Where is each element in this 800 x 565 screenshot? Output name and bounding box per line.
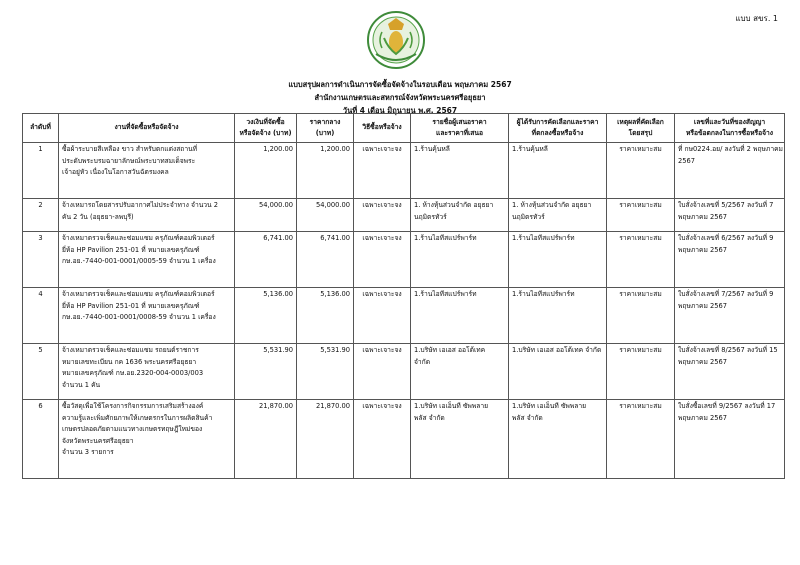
cell-method: เฉพาะเจาะจง — [354, 400, 411, 479]
cell-no: 4 — [23, 288, 59, 344]
cell-contract — [675, 232, 785, 288]
cell-line: 1.ร้านไอทีสแปร์พาร์ท — [512, 290, 575, 298]
cell-method: เฉพาะเจาะจง — [354, 288, 411, 344]
cell-contract — [675, 288, 785, 344]
cell-line: จำนวน 1 คัน — [62, 380, 101, 389]
cell-median: 5,531.90 — [297, 344, 354, 400]
cell-no: 5 — [23, 344, 59, 400]
table-row — [23, 288, 785, 344]
cell-line: ประดับพระบรมฉายาลักษณ์พระบาทสมเด็จพระ — [62, 156, 196, 165]
header-median — [297, 114, 354, 143]
header-item — [59, 114, 235, 143]
header-text: ลำดับที่ — [30, 123, 51, 132]
form-code: แบบ สขร. 1 — [735, 14, 778, 23]
cell-median: 54,000.00 — [297, 199, 354, 232]
cell-line: จำนวน 3 รายการ — [62, 448, 114, 456]
cell-bidders — [411, 344, 509, 400]
cell-winner — [509, 199, 607, 232]
header-no — [23, 114, 59, 143]
cell-line: 1.บริษัท เอเอส ออโต้เทค — [414, 346, 486, 354]
cell-line: พฤษภาคม 2567 — [678, 212, 728, 221]
cell-median: 21,870.00 — [297, 400, 354, 479]
cell-line: 1.ร้านไอทีสแปร์พาร์ท — [414, 290, 477, 298]
cell-line: ซื้อผ้าระบายสีเหลือง ขาว สำหรับตกแต่งสถานที่ — [62, 145, 198, 153]
cell-budget: 6,741.00 — [235, 232, 297, 288]
cell-budget: 21,870.00 — [235, 400, 297, 479]
cell-line: เกษตรปลอดภัยตามแนวทางเกษตรทฤษฎีใหม่ของ — [62, 425, 203, 433]
cell-line: 1. ห้างหุ้นส่วนจำกัด อยุธยา — [512, 201, 592, 209]
cell-line: นฤมิตรทัวร์ — [512, 212, 545, 221]
cell-line: จ้างเหมาตรวจเช็คและซ่อมแซม รถยนต์ราชการ — [62, 346, 199, 354]
cell-budget: 54,000.00 — [235, 199, 297, 232]
header-text: หรือข้อตกลงในการซื้อหรือจ้าง — [685, 129, 774, 137]
cell-budget: 1,200.00 — [235, 143, 297, 199]
header-reason — [607, 114, 675, 143]
cell-line: ใบสั่งจ้างเลขที่ 8/2567 ลงวันที่ 15 — [678, 346, 778, 354]
office-name: สำนักงานเกษตรและสหกรณ์จังหวัดพระนครศรีอยุธยา — [314, 93, 486, 102]
table-row — [23, 344, 785, 400]
header-text: เลขที่และวันที่ของสัญญา — [693, 117, 766, 126]
cell-median: 5,136.00 — [297, 288, 354, 344]
cell-no: 1 — [23, 143, 59, 199]
cell-line: จำกัด — [414, 357, 431, 366]
cell-line: จ้างเหมารถโดยสารปรับอากาศไม่ประจำทาง จำนวน 2 — [62, 201, 219, 209]
table-row — [23, 143, 785, 199]
cell-line: กษ.อย.-7440-001-0001/0008-59 จำนวน 1 เครื่อง — [62, 313, 216, 321]
table-row — [23, 199, 785, 232]
cell-bidders — [411, 232, 509, 288]
cell-winner — [509, 344, 607, 400]
header-text: ที่ตกลงซื้อหรือจ้าง — [531, 129, 584, 137]
cell-method: เฉพาะเจาะจง — [354, 344, 411, 400]
header-contract — [675, 114, 785, 143]
cell-line: 1.ร้านคุ้นหลี — [414, 145, 450, 153]
cell-winner — [509, 400, 607, 479]
cell-winner — [509, 143, 607, 199]
cell-line: ใบสั่งซื้อเลขที่ 9/2567 ลงวันที่ 17 — [678, 402, 776, 410]
cell-line: 1.ร้านไอทีสแปร์พาร์ท — [512, 234, 575, 242]
header-bidders — [411, 114, 509, 143]
cell-item — [59, 400, 235, 479]
cell-reason: ราคาเหมาะสม — [607, 232, 675, 288]
cell-line: พลัส จำกัด — [512, 413, 543, 422]
cell-item — [59, 232, 235, 288]
cell-line: 2567 — [678, 156, 696, 165]
cell-line: 1.บริษัท เอเอส ออโต้เทค จำกัด — [512, 346, 602, 354]
document-date: วันที่ 4 เดือน มิถุนายน พ.ศ. 2567 — [342, 106, 458, 115]
header-winner — [509, 114, 607, 143]
cell-line: 1.ร้านไอทีสแปร์พาร์ท — [414, 234, 477, 242]
cell-no: 2 — [23, 199, 59, 232]
cell-line: กษ.อย.-7440-001-0001/0005-59 จำนวน 1 เครื่อง — [62, 257, 216, 265]
header-text: โดยสรุป — [628, 129, 653, 137]
header-text: ผู้ได้รับการคัดเลือกและราคา — [516, 117, 599, 126]
cell-no: 3 — [23, 232, 59, 288]
header-budget — [235, 114, 297, 143]
cell-line: ใบสั่งจ้างเลขที่ 7/2567 ลงวันที่ 9 — [678, 290, 774, 298]
cell-line: พฤษภาคม 2567 — [678, 413, 728, 422]
cell-reason: ราคาเหมาะสม — [607, 288, 675, 344]
header-text: หรือจัดจ้าง (บาท) — [239, 129, 292, 137]
header-text: วิธีซื้อหรือจ้าง — [362, 123, 402, 132]
header-text: วงเงินที่จัดซื้อ — [246, 117, 285, 126]
cell-line: ใบสั่งจ้างเลขที่ 5/2567 ลงวันที่ 7 — [678, 201, 774, 209]
cell-line: 1.บริษัท เอเอ็นที ซัพพลาย — [414, 402, 488, 410]
cell-line: จ้างเหมาตรวจเช็คและซ่อมแซม ครุภัณฑ์คอมพิวเตอร์ — [62, 234, 215, 242]
cell-line: พฤษภาคม 2567 — [678, 301, 728, 310]
document-title: แบบสรุปผลการดำเนินการจัดซื้อจัดจ้างในรอบเดือน พฤษภาคม 2567 — [288, 80, 512, 89]
cell-line: หมายเลขทะเบียน กค 1636 พระนครศรีอยุธยา — [62, 357, 197, 366]
cell-line: ยี่ห้อ HP Pavilion 251-01 ที่ หมายเลขครุภัณฑ์ — [62, 245, 200, 254]
cell-line: 1. ห้างหุ้นส่วนจำกัด อยุธยา — [414, 201, 494, 209]
cell-item — [59, 344, 235, 400]
header-text: รายชื่อผู้เสนอราคา — [432, 117, 487, 126]
header-text: และราคาที่เสนอ — [436, 129, 483, 137]
cell-bidders — [411, 288, 509, 344]
cell-line: พลัส จำกัด — [414, 413, 445, 422]
cell-line: จังหวัดพระนครศรีอยุธยา — [62, 436, 134, 445]
cell-contract — [675, 143, 785, 199]
cell-winner — [509, 232, 607, 288]
cell-reason: ราคาเหมาะสม — [607, 344, 675, 400]
header-text: เหตุผลที่คัดเลือก — [617, 117, 664, 126]
cell-contract — [675, 199, 785, 232]
cell-budget: 5,531.90 — [235, 344, 297, 400]
cell-contract — [675, 344, 785, 400]
cell-median: 1,200.00 — [297, 143, 354, 199]
cell-line: 1.บริษัท เอเอ็นที ซัพพลาย — [512, 402, 586, 410]
cell-line: คัน 2 วัน (อยุธยา-ลพบุรี) — [62, 212, 134, 221]
cell-budget: 5,136.00 — [235, 288, 297, 344]
document-titles — [0, 78, 800, 117]
cell-reason: ราคาเหมาะสม — [607, 143, 675, 199]
cell-line: ที่ กษ0224.อย/ ลงวันที่ 2 พฤษภาคม — [678, 145, 783, 153]
table-row — [23, 232, 785, 288]
cell-line: ใบสั่งจ้างเลขที่ 6/2567 ลงวันที่ 9 — [678, 234, 774, 242]
cell-no: 6 — [23, 400, 59, 479]
cell-line: หมายเลขครุภัณฑ์ กษ.อย.2320-004-0003/003 — [62, 369, 204, 377]
header-text: (บาท) — [315, 129, 335, 137]
cell-line: ยี่ห้อ HP Pavilion 251-01 ที่ หมายเลขครุภัณฑ์ — [62, 301, 200, 310]
cell-bidders — [411, 400, 509, 479]
table-row — [23, 400, 785, 479]
cell-line: ความรู้และเพิ่มศักยภาพให้เกษตรกรในการผลิตสินค้า — [62, 413, 213, 422]
cell-median: 6,741.00 — [297, 232, 354, 288]
cell-line: ซื้อวัสดุเพื่อใช้โครงการกิจกรรมการเสริมสร้างองค์ — [62, 402, 204, 410]
cell-contract — [675, 400, 785, 479]
header-text: ราคากลาง — [309, 117, 341, 126]
cell-method: เฉพาะเจาะจง — [354, 199, 411, 232]
cell-item — [59, 143, 235, 199]
table-body — [23, 143, 785, 479]
cell-method: เฉพาะเจาะจง — [354, 232, 411, 288]
header-text: งานที่จัดซื้อหรือจัดจ้าง — [114, 123, 179, 132]
cell-line: พฤษภาคม 2567 — [678, 245, 728, 254]
cell-bidders — [411, 199, 509, 232]
cell-item — [59, 288, 235, 344]
cell-bidders — [411, 143, 509, 199]
table-header-row — [23, 114, 785, 143]
cell-line: จ้างเหมาตรวจเช็คและซ่อมแซม ครุภัณฑ์คอมพิวเตอร์ — [62, 290, 215, 298]
cell-line: เจ้าอยู่หัว เนื่องในโอกาสวันฉัตรมงคล — [62, 168, 169, 176]
office-emblem-logo — [362, 10, 430, 70]
cell-line: 1.ร้านคุ้นหลี — [512, 145, 548, 153]
cell-reason: ราคาเหมาะสม — [607, 199, 675, 232]
cell-line: พฤษภาคม 2567 — [678, 357, 728, 366]
cell-item — [59, 199, 235, 232]
header-method — [354, 114, 411, 143]
cell-line: นฤมิตรทัวร์ — [414, 212, 447, 221]
cell-winner — [509, 288, 607, 344]
cell-reason: ราคาเหมาะสม — [607, 400, 675, 479]
procurement-table — [22, 113, 785, 479]
cell-method: เฉพาะเจาะจง — [354, 143, 411, 199]
